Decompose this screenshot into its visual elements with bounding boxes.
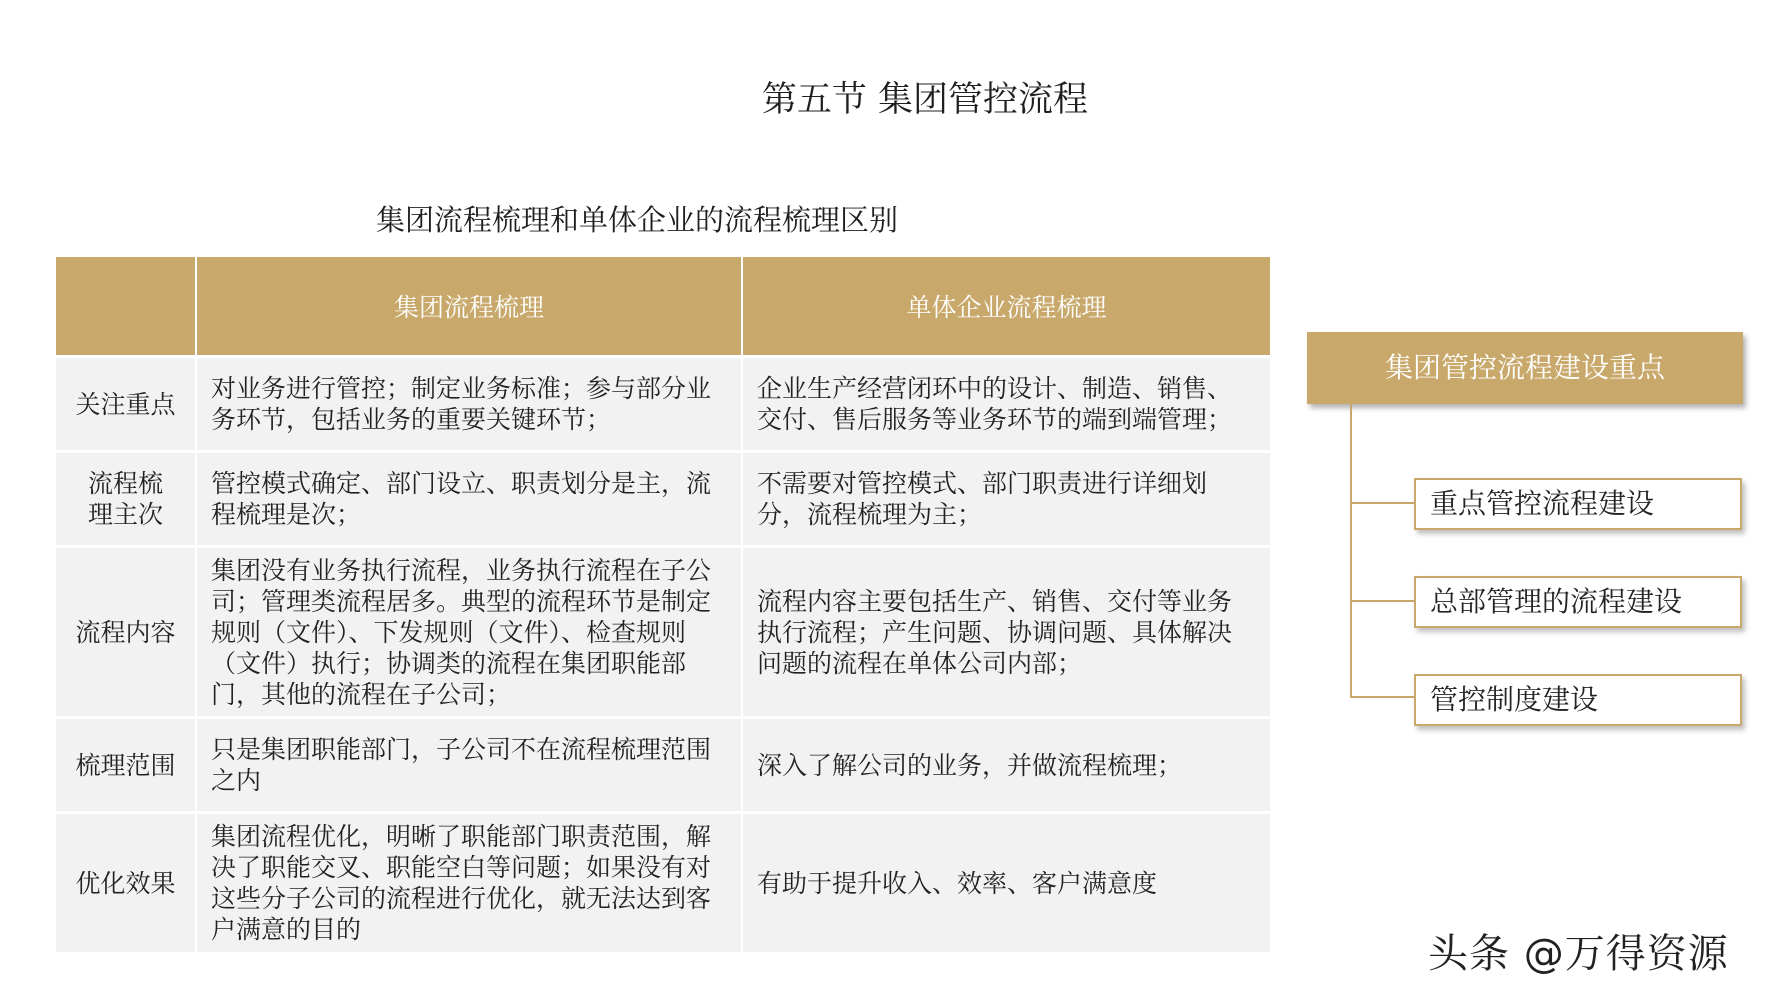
header-single: 单体企业流程梳理 <box>742 257 1270 357</box>
connector-line-1 <box>1350 502 1414 504</box>
table-title: 集团流程梳理和单体企业的流程梳理区别 <box>376 203 899 237</box>
comparison-table <box>56 257 1270 952</box>
row-label: 关注重点 <box>56 357 196 452</box>
watermark: 头条 @万得资源 <box>1428 931 1729 977</box>
row-label: 梳理范围 <box>56 718 196 813</box>
row-label: 流程内容 <box>56 547 196 718</box>
table-row <box>56 718 1270 813</box>
table-row <box>56 452 1270 547</box>
row-label: 优化效果 <box>56 813 196 953</box>
header-group: 集团流程梳理 <box>196 257 742 357</box>
connector-line-3 <box>1350 696 1414 698</box>
cell-group: 管控模式确定、部门设立、职责划分是主，流程梳理是次； <box>196 452 742 547</box>
row-label: 流程梳理主次 <box>56 452 196 547</box>
cell-single: 企业生产经营闭环中的设计、制造、销售、交付、售后服务等业务环节的端到端管理； <box>742 357 1270 452</box>
header-empty <box>56 257 196 357</box>
cell-group: 集团流程优化，明晰了职能部门职责范围，解决了职能交叉、职能空白等问题；如果没有对这些分子公司的流程进行优化，就无法达到客户满意的目的 <box>196 813 742 953</box>
panel-item-1: 重点管控流程建设 <box>1414 478 1742 530</box>
panel-header: 集团管控流程建设重点 <box>1307 332 1743 404</box>
panel-item-3: 管控制度建设 <box>1414 674 1742 726</box>
page-title: 第五节 集团管控流程 <box>761 80 1089 120</box>
panel-item-2: 总部管理的流程建设 <box>1414 576 1742 628</box>
table-row <box>56 357 1270 452</box>
cell-single: 流程内容主要包括生产、销售、交付等业务执行流程；产生问题、协调问题、具体解决问题的流程在单体公司内部； <box>742 547 1270 718</box>
cell-single: 不需要对管控模式、部门职责进行详细划分，流程梳理为主； <box>742 452 1270 547</box>
connector-vertical-line <box>1350 404 1352 696</box>
cell-single: 深入了解公司的业务，并做流程梳理； <box>742 718 1270 813</box>
cell-group: 集团没有业务执行流程，业务执行流程在子公司；管理类流程居多。典型的流程环节是制定规则（文件）、下发规则（文件）、检查规则（文件）执行；协调类的流程在集团职能部门，其他的流程在子公司； <box>196 547 742 718</box>
cell-group: 对业务进行管控；制定业务标准；参与部分业务环节，包括业务的重要关键环节； <box>196 357 742 452</box>
table-header-row <box>56 257 1270 357</box>
table-row <box>56 813 1270 953</box>
connector-line-2 <box>1350 600 1414 602</box>
table-row <box>56 547 1270 718</box>
cell-group: 只是集团职能部门，子公司不在流程梳理范围之内 <box>196 718 742 813</box>
cell-single: 有助于提升收入、效率、客户满意度 <box>742 813 1270 953</box>
